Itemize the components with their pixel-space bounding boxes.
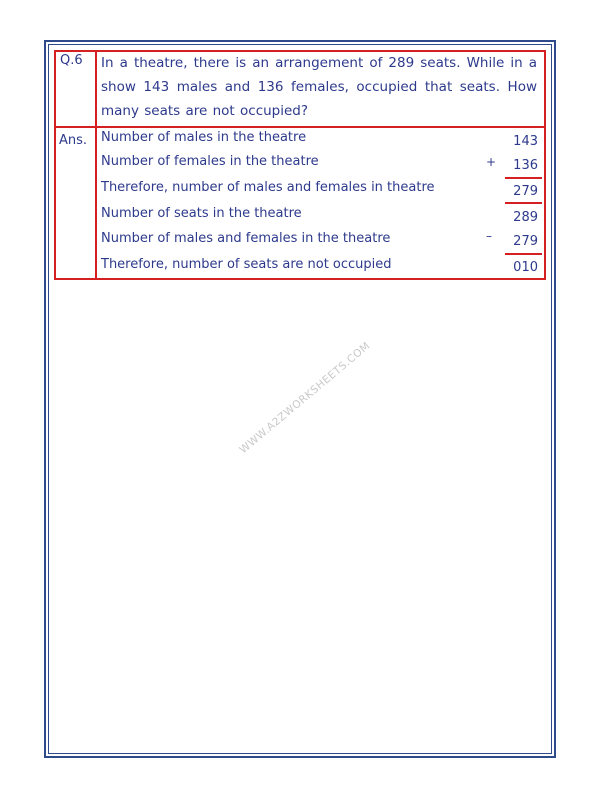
answer-row-value: 279	[513, 184, 538, 199]
answer-row-value: 279	[513, 234, 538, 249]
difference-underline	[505, 253, 542, 255]
sum-underline	[505, 202, 542, 204]
answer-label: Ans.	[59, 133, 88, 148]
plus-sign: +	[486, 155, 497, 169]
minus-sign: –	[486, 229, 492, 243]
question-text: In a theatre, there is an arrangement of 289 seats. While in a show 143 males and 136 females, occupied that seats. How many seats are not occupied?	[101, 55, 537, 119]
answer-row-value: 143	[513, 134, 538, 149]
answer-row-label: Therefore, number of males and females in theatre	[101, 180, 435, 195]
answer-row-label: Number of seats in the theatre	[101, 206, 302, 221]
table-column-divider	[95, 50, 97, 280]
sum-underline	[505, 177, 542, 179]
answer-row-label: Number of males and females in the theatre	[101, 231, 391, 246]
answer-row-label: Number of females in the theatre	[101, 154, 319, 169]
table-row-divider	[54, 126, 546, 128]
answer-row-label: Therefore, number of seats are not occupied	[101, 257, 392, 272]
answer-row-value: 010	[513, 260, 538, 275]
watermark-text: WWW.A2ZWORKSHEETS.COM	[237, 339, 373, 457]
question-number: Q.6	[60, 53, 83, 68]
answer-row-value: 136	[513, 158, 538, 173]
answer-row-label: Number of males in the theatre	[101, 130, 307, 145]
answer-row-value: 289	[513, 210, 538, 225]
